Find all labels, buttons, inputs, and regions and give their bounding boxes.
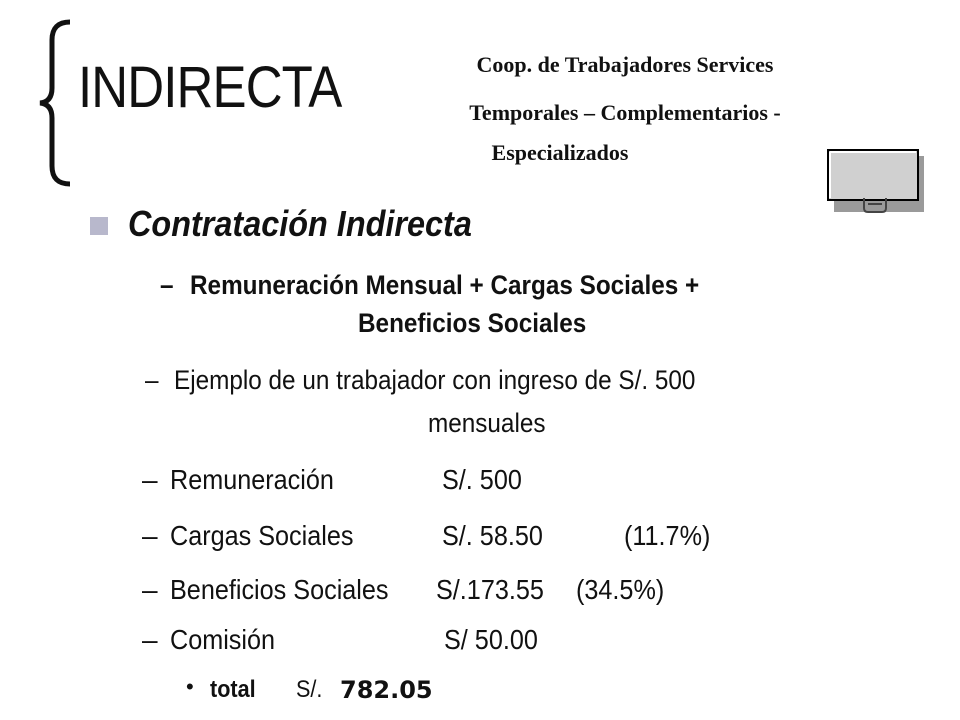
item-dash: – [142,574,158,605]
total-label: total [210,676,256,703]
subtitle-line-1: Coop. de Trabajadores Services [476,52,774,77]
item-dash: – [142,624,158,655]
subtitle-line-2: Temporales – Complementarios - [469,100,781,125]
item-label: Comisión [170,624,276,655]
subtitle-line-3: Especializados [491,140,629,165]
formula-dash: – [160,270,174,300]
item-label: Beneficios Sociales [170,574,389,605]
item-label: Remuneración [170,464,334,495]
left-brace-icon [36,18,76,188]
square-bullet-icon [90,217,108,235]
bullet-dot: • [186,674,194,699]
total-value: 782.05 [340,676,433,704]
total-currency: S/. [296,676,323,703]
item-amount: S/ 50.00 [444,624,538,655]
action-button[interactable] [826,148,926,216]
item-amount: S/. 58.50 [442,520,543,551]
example-dash: – [145,365,159,395]
item-label: Cargas Sociales [170,520,354,551]
item-percent: (34.5%) [576,574,665,605]
section-heading: Contratación Indirecta [128,203,472,244]
item-amount: S/.173.55 [436,574,544,605]
example-line-1: Ejemplo de un trabajador con ingreso de S/. 500 [174,365,696,395]
item-dash: – [142,464,158,495]
item-amount: S/. 500 [442,464,522,495]
item-percent: (11.7%) [624,520,711,551]
example-line-2: mensuales [428,408,546,438]
item-dash: – [142,520,158,551]
page-title: INDIRECTA [78,55,342,120]
formula-line-2: Beneficios Sociales [358,308,587,338]
formula-line-1: Remuneración Mensual + Cargas Sociales + [190,270,700,300]
